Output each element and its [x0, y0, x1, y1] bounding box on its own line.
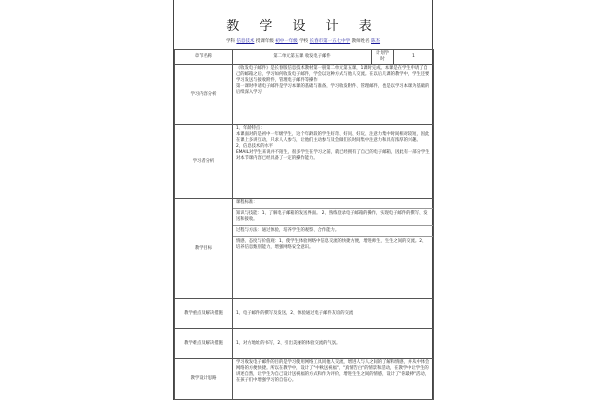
school-label: 学校: [299, 39, 309, 44]
teacher-value: 陈杰: [371, 39, 381, 44]
learner-analysis-label: 学习者分析: [175, 125, 233, 199]
subject-value: 信息技术: [236, 39, 255, 44]
content-analysis-label: 学习内容分析: [175, 65, 233, 125]
section-label: 章节名称: [175, 50, 233, 65]
grade-label: 授课年级: [255, 39, 274, 44]
school-value: 长春市第一五七中学: [309, 39, 351, 44]
objectives-label: 教学目标: [175, 199, 233, 299]
divider: [233, 208, 433, 209]
document-page: [173, 0, 433, 400]
divider: [233, 236, 433, 237]
header-row: [175, 50, 434, 65]
content-analysis-cell: [233, 65, 434, 125]
objectives-line: 情感、态度与价值观：1、使学生体验网络中信息交流的快捷方便，增进师生、生生之间的交流。2、培养信息甄别能力，增强网络安全意识。: [236, 239, 427, 250]
objectives-cell: [233, 199, 434, 299]
learner-analysis-line: 1、年龄特点：: [236, 126, 265, 131]
difficulties-value: 1、对方地址的书写，2、引出美丽的体验交流的气氛。: [233, 329, 434, 359]
learner-analysis-line: 本课面对的是初中一年级学生，这个年龄段的学生好奇、好问、好玩、注意力集中时间相对较短，因此在课上多讲互动，只求人人参与，让他们主动参与及会做们长时间集中注意力和具有浓厚的兴趣。: [236, 132, 430, 143]
document-title: 教 学 设 计 表: [226, 19, 380, 34]
section-value: 第二单元第五课 收发电子邮件: [233, 50, 372, 65]
content-analysis-row: [175, 65, 434, 125]
learner-analysis-cell: [233, 125, 434, 199]
teacher-label: 教师姓名: [351, 39, 370, 44]
learner-analysis-line: EMAIL对学生来说并不陌生，很多学生在学习之前，就已经拥有了自己的电子邮箱，因此有一部分学生对本节课内容已经具备了一定的操作能力。: [236, 150, 430, 161]
design-ideas-label: 教学设计思路: [175, 359, 233, 400]
objectives-line: 课程标准：: [236, 200, 258, 205]
meta-line: [174, 38, 432, 44]
design-ideas-row: [175, 359, 434, 400]
design-ideas-value: 学习收发电子邮件的目的是学习使用网络工具同他人交流，增进人与人之间的了解和情感，并从中体会网络的方便快捷。所以在教学中，设计了"中秋送祝福"、"真情告白"的情景和活动，在教学中让学生的讲述自然，让学生为自己设计送祝福的方式和作为评价，增进生生之间的情感，设计了"你最棒"活动，在孩子们中增强学习的自信心。: [233, 359, 434, 400]
divider: [233, 225, 433, 226]
difficulties-row: [175, 329, 434, 359]
grade-value: 初中一年级: [275, 39, 298, 44]
objectives-line: 过程与方法：通过体验，培养学生的观察、合作能力。: [236, 228, 340, 233]
key-points-value: 1、电子邮件的撰写及发送，2、体验通过电子邮件友谊的交流: [233, 299, 434, 329]
learner-analysis-row: [175, 125, 434, 199]
key-points-label: 教学重点及解决措施: [175, 299, 233, 329]
subject-label: 学科: [225, 39, 235, 44]
objectives-line: 知识与技能：1、了解电子邮箱的发送界面。 2、熟练登录电子邮箱的操作，实现电子邮件的撰写、发送和接收。: [236, 211, 428, 222]
hours-value: 1: [394, 50, 434, 65]
lesson-plan-table: [174, 49, 434, 400]
objectives-row: [175, 199, 434, 299]
key-points-row: [175, 299, 434, 329]
content-analysis-line: 《收发电子邮件》是长春版信息技术教材第一册第二单元第五课，1课时完成。本课是在学生申请了自己的邮箱之后，学习如何收发电子邮件，学会以这种方式与他人交流。在以后几课的教学中，学生还要学习发送与接收附件，管理电子邮件等操作: [236, 66, 430, 83]
difficulties-label: 教学难点及解决措施: [175, 329, 233, 359]
hours-label: 计划学时: [372, 50, 394, 65]
content-analysis-line: 第一课时申请电子邮件是学习本课的基础与准备，学习收发附件、管理邮件，也是以学习本课为基础的后续深入学习: [236, 84, 430, 95]
learner-analysis-line: 2、信息技术的水平: [236, 144, 274, 149]
